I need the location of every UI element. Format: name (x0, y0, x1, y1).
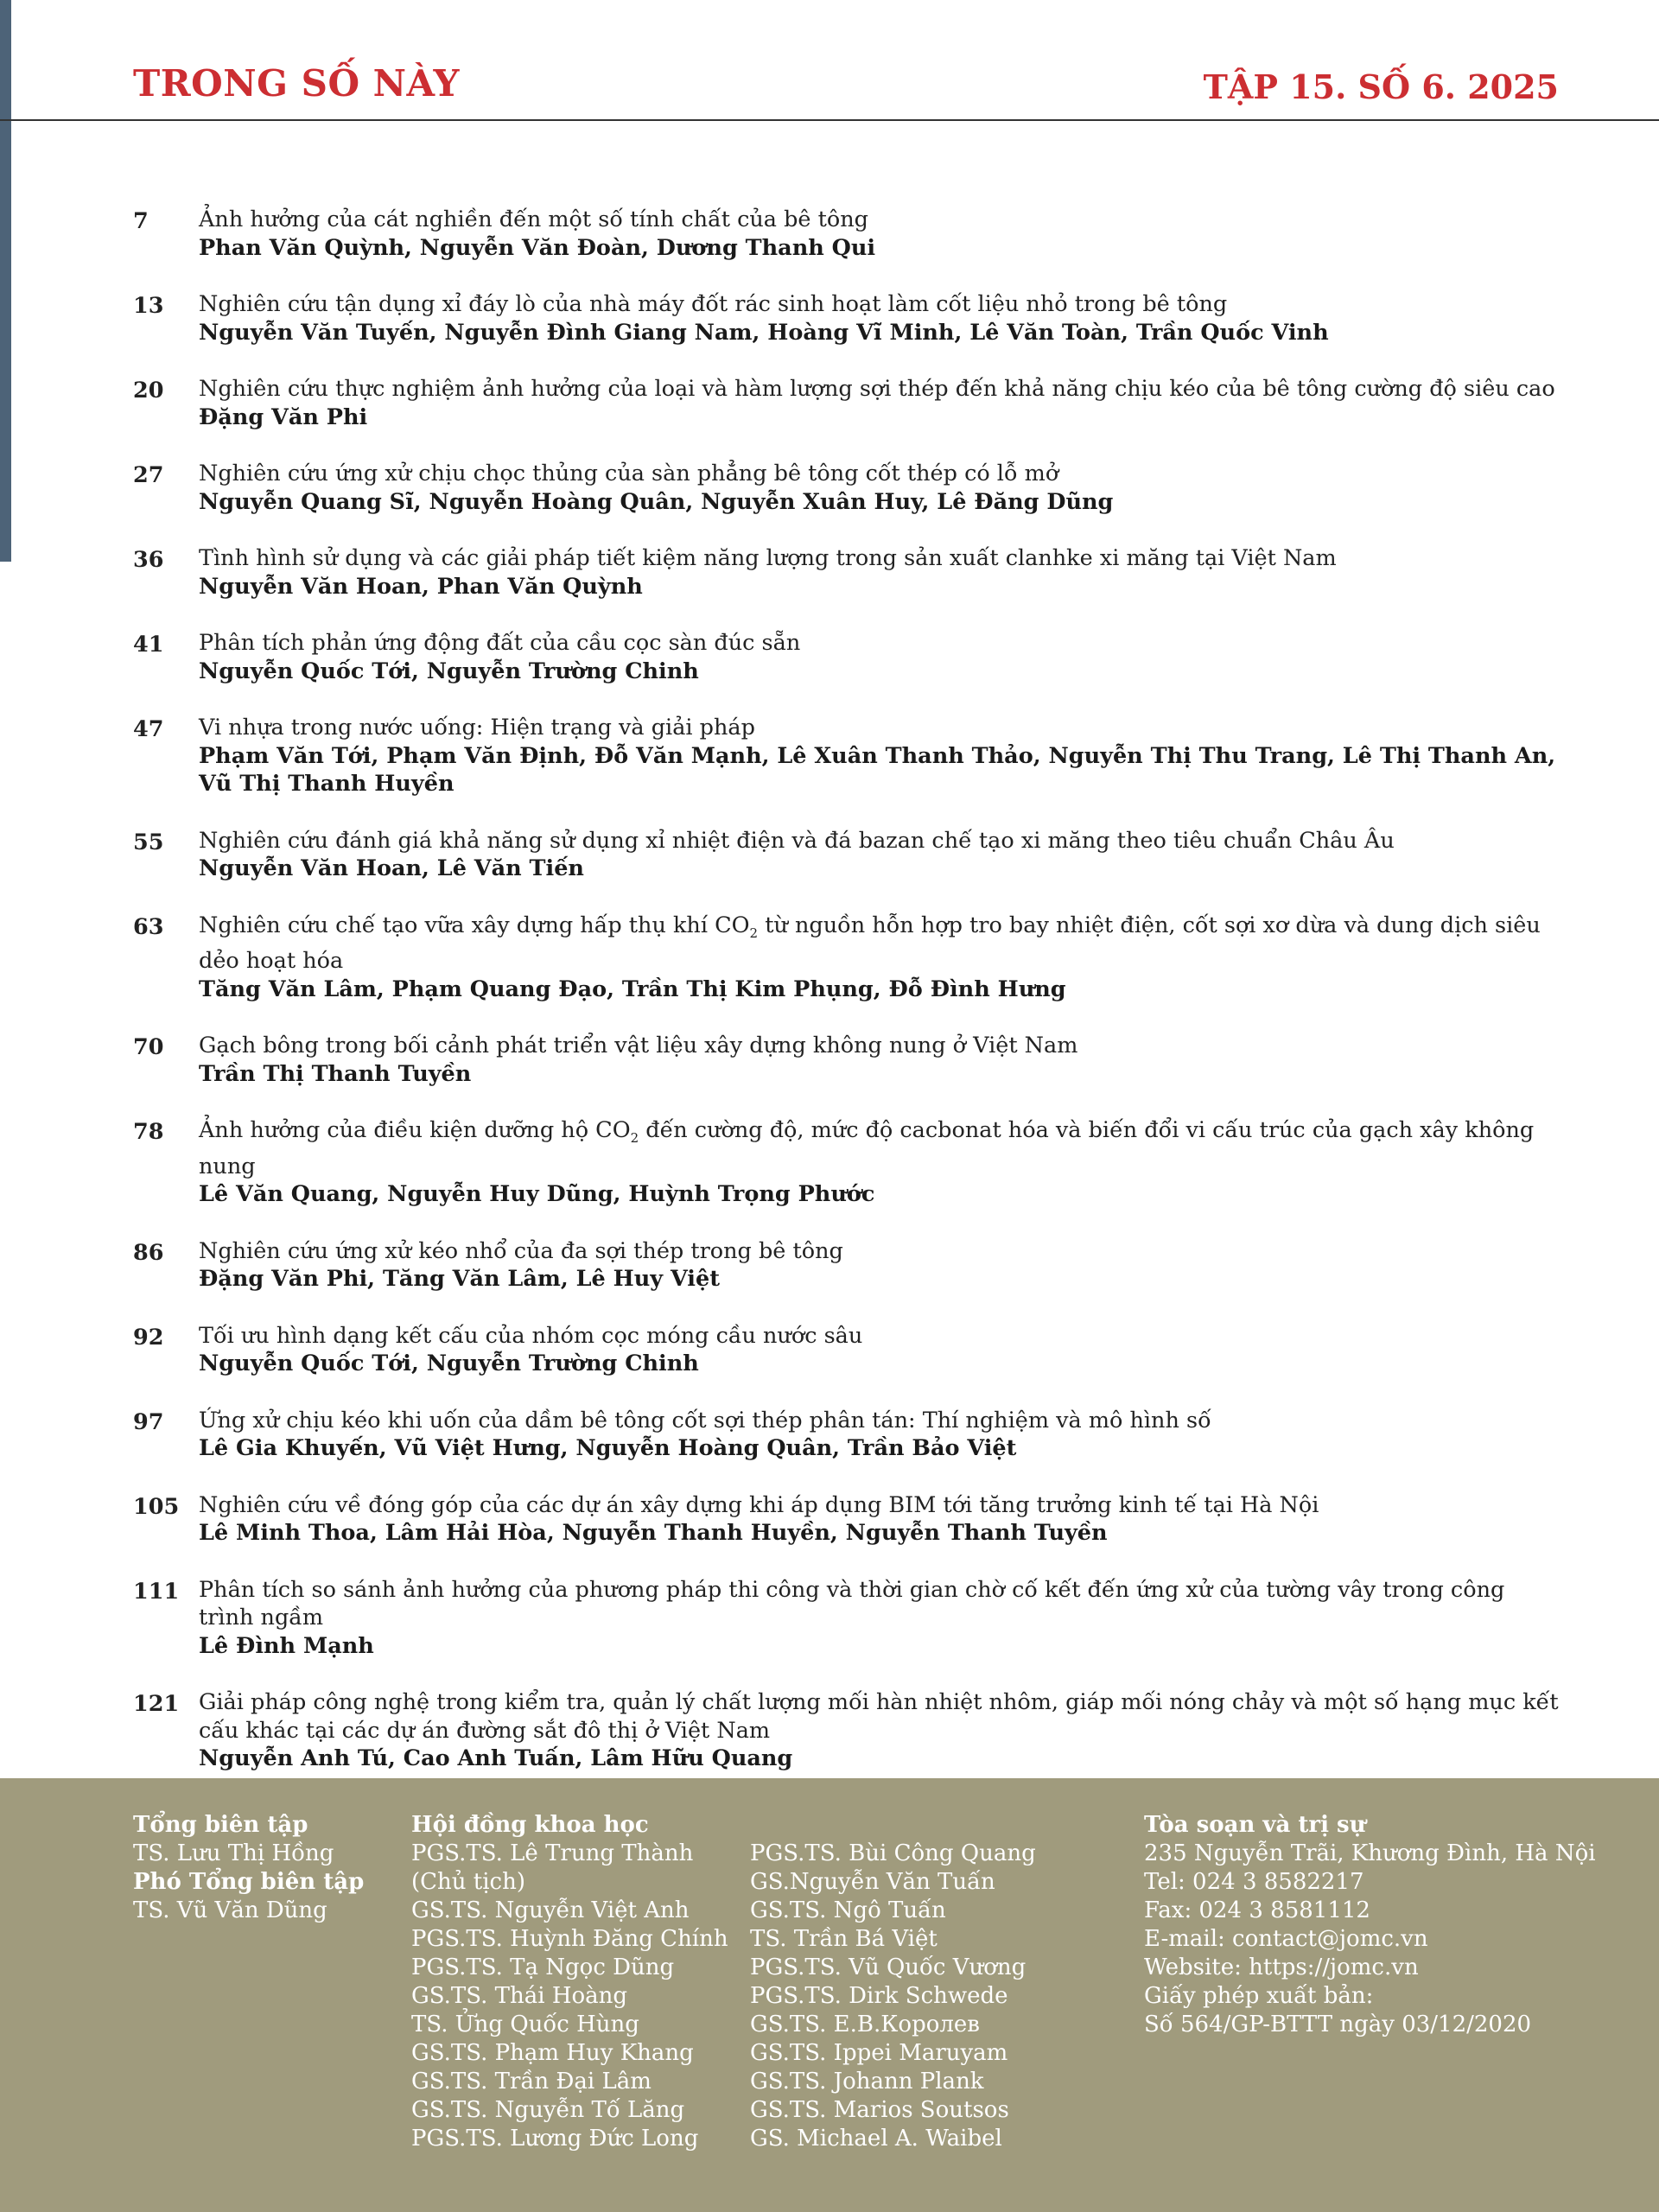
toc-entry (133, 206, 1559, 262)
council-member: (Chủ tịch) (411, 1869, 526, 1895)
office-info-line: E-mail: contact@jomc.vn (1144, 1926, 1428, 1952)
title-part: đến cường độ, mức độ cacbonat hóa và biến đổi vi cấu trúc của gạch xây không nung (199, 1117, 1535, 1179)
toc-authors: Phạm Văn Tới, Phạm Văn Định, Đỗ Văn Mạnh, Lê Xuân Thanh Thảo, Nguyễn Thị Thu Trang, Lê Thị Thanh An, Vũ Thị Thanh Huyền (199, 742, 1556, 797)
toc-article-title: Nghiên cứu ứng xử chịu chọc thủng của sàn phẳng bê tông cốt thép có lỗ mở (199, 461, 1059, 486)
scientific-council-column-2 (750, 1840, 1036, 2153)
masthead-footer (0, 1778, 1659, 2212)
toc-article-title: Ảnh hưởng của cát nghiền đến một số tính chất của bê tông (199, 207, 868, 232)
toc-authors: Nguyễn Anh Tú, Cao Anh Tuấn, Lâm Hữu Quang (199, 1745, 793, 1772)
scientific-council-column-1 (411, 1811, 728, 2153)
title-subscript: 2 (630, 1130, 639, 1147)
toc-entry (133, 1032, 1559, 1088)
toc-article-title: Nghiên cứu thực nghiệm ảnh hưởng của loại và hàm lượng sợi thép đến khả năng chịu kéo của bê tông cường độ siêu cao (199, 376, 1555, 402)
toc-entry (133, 460, 1559, 516)
toc-page-number: 63 (133, 913, 164, 940)
left-accent-bar (0, 0, 11, 562)
toc-authors: Nguyễn Quang Sĩ, Nguyễn Hoàng Quân, Nguyễn Xuân Huy, Lê Đăng Dũng (199, 488, 1114, 515)
toc-page-number: 121 (133, 1691, 180, 1718)
council-member: GS.TS. Ippei Maruyam (750, 2040, 1008, 2066)
office-info-line: 235 Nguyễn Trãi, Khương Đình, Hà Nội (1144, 1840, 1596, 1866)
title-part: từ nguồn hỗn hợp tro bay nhiệt điện, cốt sợi xơ dừa và dung dịch siêu dẻo hoạt hóa (199, 912, 1541, 975)
toc-entry (133, 1322, 1559, 1378)
toc-entry (133, 912, 1559, 1004)
council-member: PGS.TS. Lê Trung Thành (411, 1840, 694, 1866)
toc-entry (133, 827, 1559, 883)
toc-authors: Nguyễn Quốc Tới, Nguyễn Trường Chinh (199, 1351, 699, 1377)
toc-page-number: 13 (133, 293, 164, 319)
council-member: GS. Michael A. Waibel (750, 2126, 1002, 2152)
page-header (133, 62, 1559, 114)
toc-page-number: 105 (133, 1493, 180, 1520)
council-member: PGS.TS. Vũ Quốc Vương (750, 1955, 1027, 1980)
title-part: Nghiên cứu chế tạo vữa xây dựng hấp thụ khí CO (199, 912, 750, 938)
toc-entry (133, 1688, 1559, 1773)
deputy-editor-heading: Phó Tổng biên tập (133, 1869, 365, 1895)
toc-authors: Nguyễn Văn Hoan, Phan Văn Quỳnh (199, 573, 643, 600)
toc-article-title: Tình hình sử dụng và các giải pháp tiết kiệm năng lượng trong sản xuất clanhke xi măng tại Việt Nam (199, 545, 1337, 571)
toc-entry (133, 629, 1559, 685)
deputy-editor-name: TS. Vũ Văn Dũng (133, 1897, 327, 1923)
council-member: GS.TS. Thái Hoàng (411, 1983, 628, 2009)
toc-authors: Nguyễn Văn Tuyến, Nguyễn Đình Giang Nam, Hoàng Vĩ Minh, Lê Văn Toàn, Trần Quốc Vinh (199, 319, 1329, 346)
office-info-line: Số 564/GP-BTTT ngày 03/12/2020 (1144, 2012, 1532, 2037)
toc-page-number: 20 (133, 378, 164, 404)
toc-page-number: 41 (133, 632, 164, 658)
editor-name: TS. Lưu Thị Hồng (133, 1840, 334, 1866)
council-heading: Hội đồng khoa học (411, 1812, 649, 1838)
toc-article-title: Vi nhựa trong nước uống: Hiện trạng và giải pháp (199, 715, 755, 741)
council-member: PGS.TS. Lương Đức Long (411, 2126, 699, 2152)
toc-authors: Lê Văn Quang, Nguyễn Huy Dũng, Huỳnh Trọng Phước (199, 1181, 875, 1208)
toc-authors: Phan Văn Quỳnh, Nguyễn Văn Đoàn, Dương Thanh Qui (199, 234, 876, 261)
council-member: PGS.TS. Huỳnh Đăng Chính (411, 1926, 728, 1952)
toc-page-number: 111 (133, 1578, 180, 1605)
toc-authors: Đặng Văn Phi (199, 404, 368, 430)
toc-article-title: Nghiên cứu tận dụng xỉ đáy lò của nhà máy đốt rác sinh hoạt làm cốt liệu nhỏ trong bê tông (199, 291, 1228, 317)
toc-entry (133, 1576, 1559, 1661)
toc-entry (133, 1491, 1559, 1548)
council-member: PGS.TS. Tạ Ngọc Dũng (411, 1955, 675, 1980)
toc-article-title: Nghiên cứu ứng xử kéo nhổ của đa sợi thép trong bê tông (199, 1237, 843, 1264)
toc-page-number: 7 (133, 208, 149, 234)
office-info-line: Fax: 024 3 8581112 (1144, 1897, 1370, 1923)
toc-entry (133, 290, 1559, 346)
editor-column (133, 1811, 364, 1925)
office-column (1144, 1811, 1596, 2039)
toc-article-title: Phân tích so sánh ảnh hưởng của phương pháp thi công và thời gian chờ cố kết đến ứng xử của tường vây trong công trình ngầm (199, 1576, 1505, 1631)
council-member: GS.TS. Johann Plank (750, 2069, 984, 2094)
council-member: GS.TS. Trần Đại Lâm (411, 2069, 652, 2094)
toc-article-title (199, 912, 1559, 976)
toc-authors: Tăng Văn Lâm, Phạm Quang Đạo, Trần Thị Kim Phụng, Đỗ Đình Hưng (199, 976, 1066, 1002)
toc-authors: Trần Thị Thanh Tuyền (199, 1060, 472, 1087)
toc-article-title: Nghiên cứu về đóng góp của các dự án xây dựng khi áp dụng BIM tới tăng trưởng kinh tế tại Hà Nội (199, 1491, 1319, 1518)
council-member: TS. Ửng Quốc Hùng (411, 2012, 639, 2037)
toc-entry (133, 1116, 1559, 1209)
toc-article-title: Giải pháp công nghệ trong kiểm tra, quản lý chất lượng mối hàn nhiệt nhôm, giáp mối nóng chảy và một số hạng mục kết cấu khác tại các dự án đường sắt đô thị ở Việt Nam (199, 1689, 1559, 1744)
toc-page-number: 47 (133, 716, 164, 742)
title-part: Ảnh hưởng của điều kiện dưỡng hộ CO (199, 1117, 631, 1144)
toc-article-title: Nghiên cứu đánh giá khả năng sử dụng xỉ nhiệt điện và đá bazan chế tạo xi măng theo tiêu chuẩn Châu Âu (199, 827, 1395, 854)
issue-number: TẬP 15. SỐ 6. 2025 (1203, 67, 1559, 106)
toc-authors: Nguyễn Quốc Tới, Nguyễn Trường Chinh (199, 658, 699, 684)
council-member: GS.TS. Ngô Tuấn (750, 1897, 946, 1923)
council-member: GS.Nguyễn Văn Tuấn (750, 1869, 995, 1895)
title-subscript: 2 (749, 925, 759, 941)
council-member: PGS.TS. Dirk Schwede (750, 1983, 1008, 2009)
toc-page-number: 55 (133, 829, 164, 855)
toc-page-number: 70 (133, 1034, 164, 1061)
toc-article-title: Phân tích phản ứng động đất của cầu cọc sàn đúc sẵn (199, 630, 801, 656)
toc-article-title: Ứng xử chịu kéo khi uốn của dầm bê tông cốt sợi thép phân tán: Thí nghiệm và mô hình số (199, 1407, 1211, 1433)
toc-article-title (199, 1116, 1559, 1180)
toc-article-title: Gạch bông trong bối cảnh phát triển vật liệu xây dựng không nung ở Việt Nam (199, 1033, 1078, 1059)
toc-entry (133, 544, 1559, 601)
council-member: GS.TS. Nguyễn Tố Lăng (411, 2097, 685, 2123)
toc-page-number: 27 (133, 462, 164, 488)
toc-authors: Lê Minh Thoa, Lâm Hải Hòa, Nguyễn Thanh Huyền, Nguyễn Thanh Tuyền (199, 1520, 1108, 1547)
office-info-line: Giấy phép xuất bản: (1144, 1983, 1374, 2009)
toc-page-number: 86 (133, 1239, 164, 1266)
editor-heading: Tổng biên tập (133, 1812, 308, 1838)
toc-authors: Đặng Văn Phi, Tăng Văn Lâm, Lê Huy Việt (199, 1266, 720, 1293)
council-member: GS.TS. Marios Soutsos (750, 2097, 1009, 2123)
toc-page-number: 78 (133, 1119, 164, 1146)
toc-authors: Nguyễn Văn Hoan, Lê Văn Tiến (199, 855, 584, 881)
toc-article-title: Tối ưu hình dạng kết cấu của nhóm cọc móng cầu nước sâu (199, 1322, 863, 1349)
council-member: PGS.TS. Bùi Công Quang (750, 1840, 1036, 1866)
toc-entry (133, 1237, 1559, 1294)
council-member: GS.TS. Nguyễn Việt Anh (411, 1897, 690, 1923)
office-info-line: Website: https://jomc.vn (1144, 1955, 1419, 1980)
header-divider (0, 119, 1659, 121)
toc-page-number: 92 (133, 1324, 164, 1351)
council-member: TS. Trần Bá Việt (750, 1926, 938, 1952)
council-member: GS.TS. Phạm Huy Khang (411, 2040, 694, 2066)
office-heading: Tòa soạn và trị sự (1144, 1812, 1366, 1838)
toc-entry (133, 714, 1559, 798)
toc-authors: Lê Gia Khuyến, Vũ Việt Hưng, Nguyễn Hoàng Quân, Trần Bảo Việt (199, 1435, 1017, 1462)
toc-page-number: 97 (133, 1408, 164, 1435)
section-title: TRONG SỐ NÀY (133, 62, 461, 105)
toc-entry (133, 1407, 1559, 1463)
office-info-line: Tel: 024 3 8582217 (1144, 1869, 1364, 1895)
toc-page-number: 36 (133, 547, 164, 573)
table-of-contents (133, 206, 1559, 1802)
toc-entry (133, 375, 1559, 431)
council-member: GS.TS. E.B.Королев (750, 2012, 980, 2037)
toc-authors: Lê Đình Mạnh (199, 1632, 374, 1659)
